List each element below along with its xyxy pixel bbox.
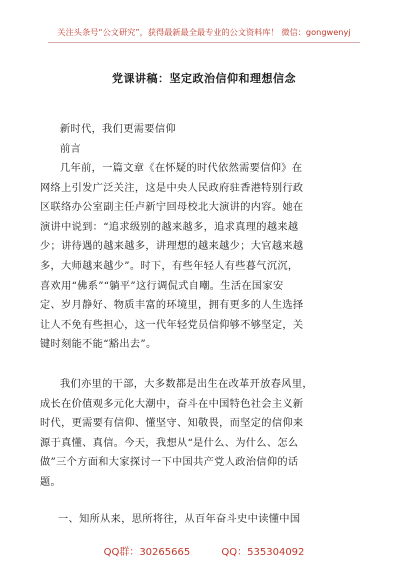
intro-subtitle: 新时代，我们更需要信仰 [60,124,176,135]
text-line: 让人不免有些担心，这一代年轻党员信仰够不够坚定，关 [40,319,304,331]
paragraph-1 [40,159,356,355]
footer-qq-group: QQ群：30265665 [103,547,191,558]
text-line: 少；讲待遇的越来越多，讲理想的越来越少；大官越来越 [40,241,304,253]
text-line: 我们亦里的干部，大多数都是出生在改革开放春风里， [60,379,313,390]
footer-contact [0,543,408,558]
text-line: 做”三个方面和大家探讨一下中国共产党人政治信仰的话 [40,457,299,469]
document-title: 党课讲稿：坚定政治信仰和理想信念 [112,72,296,85]
header-divider [48,42,360,43]
text-line: 多，大师越来越少”。时下，有些年轻人有些暮气沉沉， [40,260,299,272]
paragraph-2 [40,375,356,493]
text-line: 键时刻能不能“豁出去”。 [40,339,157,351]
text-line: 演讲中说到：“追求级别的越来越多，追求真理的越来越 [40,221,299,233]
text-line: 一、知所从来，思所将往，从百年奋斗史中读懂中国 [58,514,301,525]
section-heading-1 [60,510,356,530]
text-line: 定、岁月静好、物质丰富的环境里，拥有更多的人生选择 [40,300,304,312]
text-line: 题。 [40,476,62,488]
preface-heading: 前言 [60,143,82,155]
text-line: 源于真懂、真信。今天，我想从“是什么、为什么、怎么 [40,437,299,449]
text-line: 喜欢用“佛系”“躺平”这行调侃式自嘲。生活在国家安 [40,280,284,292]
text-line: 几年前，一篇文章《在怀疑的时代依然需要信仰》在 [60,163,303,174]
text-line: 时代，更需要有信仰、懂坚守、知敬畏，而坚定的信仰来 [40,418,304,430]
text-line: 区联络办公室副主任卢新宁回母校北大演讲的内容。她在 [40,202,304,214]
text-line: 网络上引发广泛关注，这是中央人民政府驻香港特别行政 [40,182,304,194]
text-line: 成长在价值观多元化大潮中，奋斗在中国特色社会主义新 [40,398,304,410]
intro-block [60,120,356,159]
header-promo-note: 关注头条号“公文研究”，获得最新最全最专业的公文资料库！ 微信：gongwenyj [57,27,351,37]
footer-qq: QQ：535304092 [221,547,305,558]
